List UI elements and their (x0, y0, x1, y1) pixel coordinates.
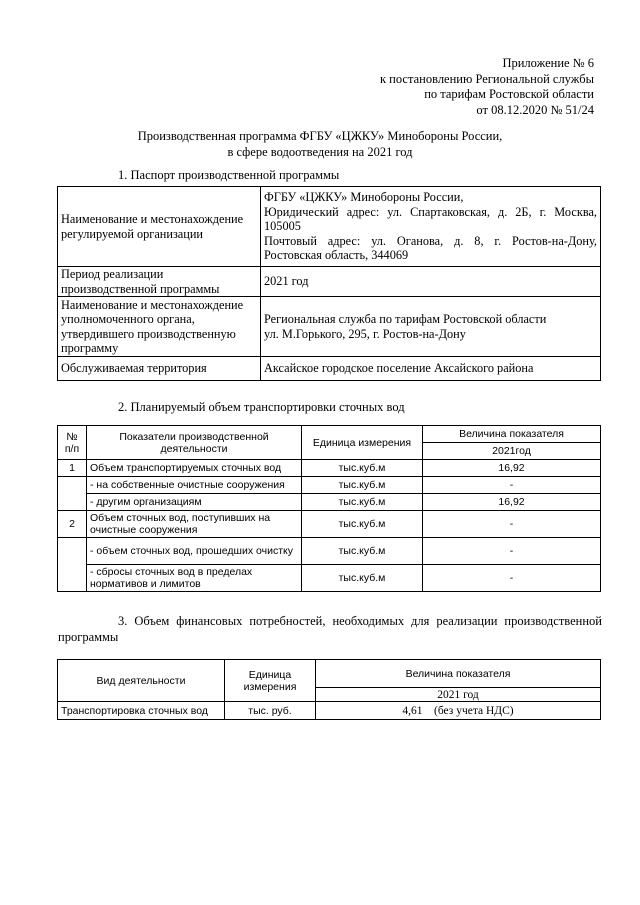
col-header-unit: Единица измерения (225, 660, 316, 702)
row-unit: тыс.куб.м (302, 477, 423, 494)
row-value: 16,92 (423, 494, 601, 511)
table-row (58, 702, 601, 720)
col-header-unit: Единица измерения (302, 426, 423, 460)
section-2-heading: 2. Планируемый объем транспортировки сточных вод (118, 400, 405, 414)
passport-label: Обслуживаемая территория (58, 357, 261, 381)
row-indicator: - сбросы сточных вод в пределах нормативов и лимитов (87, 565, 302, 592)
row-activity: Транспортировка сточных вод (58, 702, 225, 720)
appendix-header (380, 56, 594, 118)
document-title (0, 128, 640, 160)
table-row (58, 538, 601, 565)
value-line: Почтовый адрес: ул. Оганова, д. 8, г. Ростов-на-Дону, Ростовская область, 344069 (264, 233, 597, 263)
table-row (58, 187, 601, 267)
table-row (58, 511, 601, 538)
row-value: 16,92 (423, 460, 601, 477)
transport-volume-table (57, 425, 601, 592)
passport-value (261, 187, 601, 267)
row-unit: тыс.куб.м (302, 511, 423, 538)
passport-value (261, 267, 601, 297)
row-value: - (423, 538, 601, 565)
value-line: Юридический адрес: ул. Спартаковская, д. 2Б, г. Москва, 105005 (264, 204, 597, 234)
col-header-indicator: Показатели производственной деятельности (87, 426, 302, 460)
row-unit: тыс.куб.м (302, 494, 423, 511)
table-header-row (58, 426, 601, 443)
row-unit: тыс. руб. (225, 702, 316, 720)
value-line: 2021 год (264, 274, 309, 289)
table-header-row (58, 660, 601, 688)
table-row (58, 357, 601, 381)
value-line: ул. М.Горького, 295, г. Ростов-на-Дону (264, 326, 466, 341)
financial-needs-table (57, 659, 601, 720)
row-indicator: Объем транспортируемых сточных вод (87, 460, 302, 477)
table-row (58, 297, 601, 357)
appendix-line-1: Приложение № 6 (502, 56, 594, 70)
passport-label: Наименование и местонахождение уполномоченного органа, утвердившего производственную программу (58, 297, 261, 357)
col-header-year: 2021год (423, 443, 601, 460)
value-line: ФГБУ «ЦЖКУ» Минобороны России, (264, 190, 464, 205)
row-unit: тыс.куб.м (302, 538, 423, 565)
section-1-heading: 1. Паспорт производственной программы (118, 168, 340, 182)
row-num: 1 (58, 460, 87, 477)
passport-label: Период реализации производственной программы (58, 267, 261, 297)
row-indicator: - объем сточных вод, прошедших очистку (87, 538, 302, 565)
title-line-1: Производственная программа ФГБУ «ЦЖКУ» Минобороны России, (137, 129, 503, 143)
appendix-line-4: от 08.12.2020 № 51/24 (476, 102, 594, 117)
col-header-value: Величина показателя (316, 660, 601, 688)
value-line: Региональная служба по тарифам Ростовской области (264, 312, 547, 326)
table-row (58, 494, 601, 511)
col-header-activity: Вид деятельности (58, 660, 225, 702)
row-value: 4,61 (без учета НДС) (316, 702, 601, 720)
table-row (58, 460, 601, 477)
row-num (58, 538, 87, 592)
row-indicator: - на собственные очистные сооружения (87, 477, 302, 494)
row-value: - (423, 565, 601, 592)
appendix-line-3: по тарифам Ростовской области (424, 87, 594, 101)
table-row (58, 267, 601, 297)
title-line-2: в сфере водоотведения на 2021 год (227, 145, 413, 159)
row-indicator: Объем сточных вод, поступивших на очистные сооружения (87, 511, 302, 538)
row-num: 2 (58, 511, 87, 538)
passport-value (261, 297, 601, 357)
row-indicator: - другим организациям (87, 494, 302, 511)
appendix-line-2: к постановлению Региональной службы (379, 71, 594, 86)
row-value: - (423, 477, 601, 494)
table-row (58, 477, 601, 494)
table-row (58, 565, 601, 592)
row-unit: тыс.куб.м (302, 565, 423, 592)
passport-value (261, 357, 601, 381)
passport-label: Наименование и местонахождение регулируемой организации (58, 187, 261, 267)
col-header-value: Величина показателя (423, 426, 601, 443)
section-3-heading: 3. Объем финансовых потребностей, необходимых для реализации производственной программы (58, 614, 602, 644)
row-unit: тыс.куб.м (302, 460, 423, 477)
col-header-num: № п/п (58, 426, 87, 460)
passport-table (57, 186, 601, 381)
col-header-year: 2021 год (316, 688, 601, 702)
row-value: - (423, 511, 601, 538)
row-num (58, 477, 87, 511)
value-line: Аксайское городское поселение Аксайского района (264, 361, 534, 376)
